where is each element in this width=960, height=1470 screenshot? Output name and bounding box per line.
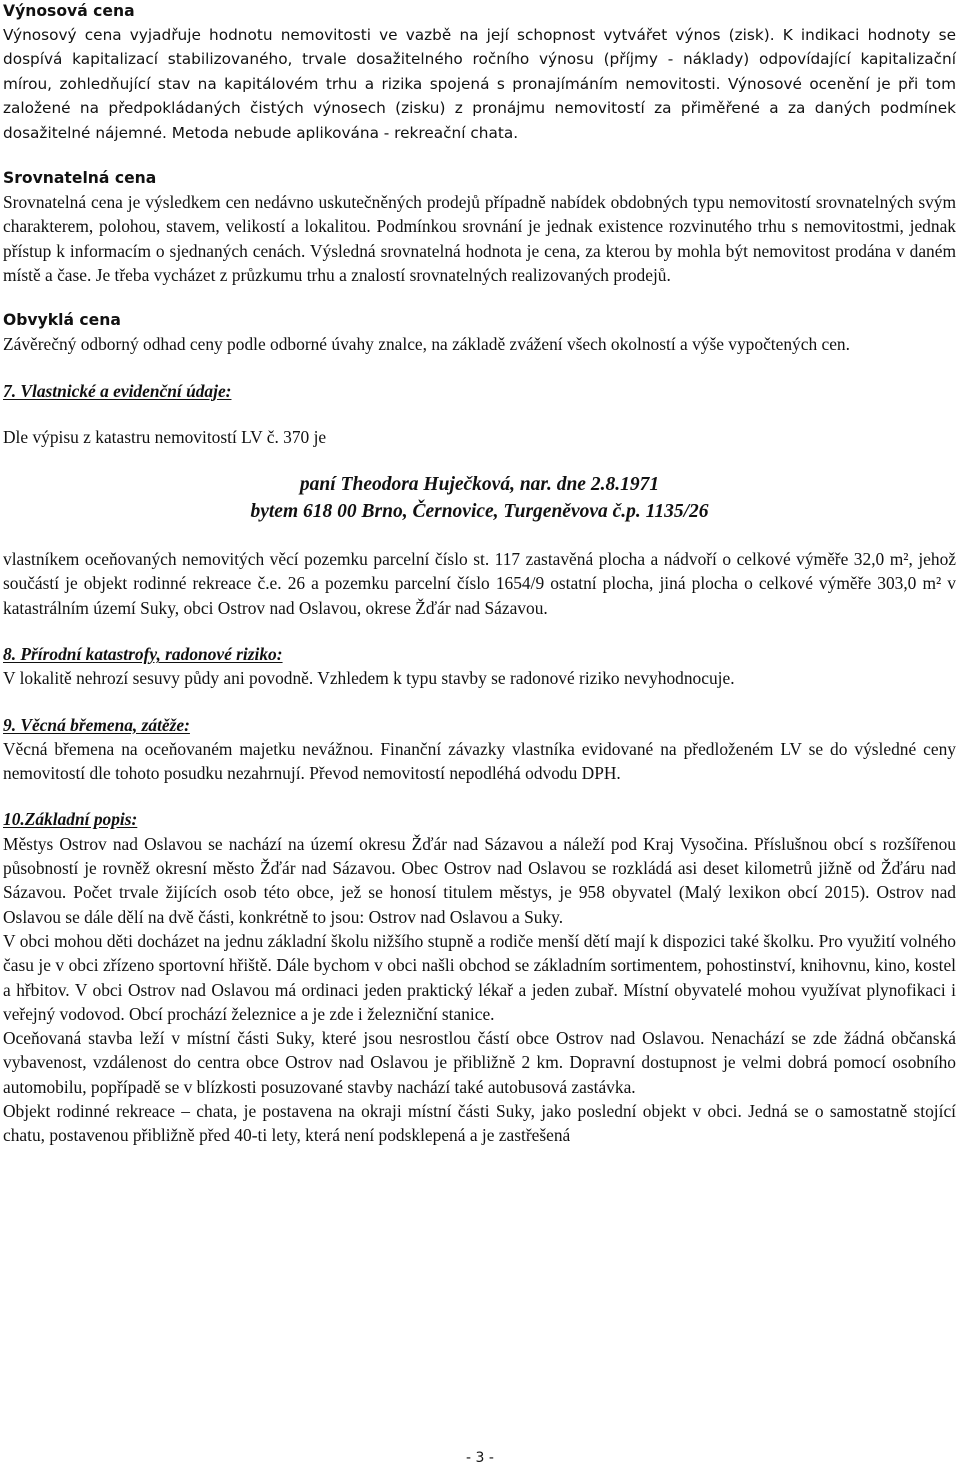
section-heading: Výnosová cena [3, 2, 135, 20]
owner-address: bytem 618 00 Brno, Černovice, Turgeněvova č.p. 1135/26 [250, 501, 709, 523]
paragraph: V obci mohou děti docházet na jednu základní školu nižšího stupně a rodiče menší dětí mají k dispozici také školku. Pro využití volného času je v obci zřízeno sportovní hřiště. Dále bychom v obci našli obchod se základním sortimentem, pohostinství, knihovnu, kino, kostel a hřbitov. V obci Ostrov nad Oslavou má ordinaci jeden praktický lékař a jeden zubař. Místní obyvatelé mohou využívat plynofikaci i veřejný vodovod. Obcí prochází železnice a je zde i železniční stanice. [3, 930, 956, 1024]
page-number: - 3 - [466, 1450, 494, 1466]
section-heading: 7. Vlastnické a evidenční údaje: [3, 380, 232, 401]
owner-name: paní Theodora Huječková, nar. dne 2.8.1971 [299, 474, 660, 496]
paragraph: V lokalitě nehrozí sesuvy půdy ani povodně. Vzhledem k typu stavby se radonové riziko nevyhodnocuje. [3, 668, 735, 689]
paragraph: Oceňovaná stavba leží v místní části Suky, které jsou nesrostlou částí obce Ostrov nad Oslavou. Nenachází se zde žádná občanská vybavenost, vzdálenost do centra obce Ostrov nad Oslavou je přibližně 2 km. Dopravní dostupnost je velmi dobrá pomocí osobního automobilu, popřípadě se v blízkosti posuzované stavby nachází také autobusová zastávka. [3, 1028, 956, 1097]
section-heading: 8. Přírodní katastrofy, radonové riziko: [3, 644, 283, 664]
section-heading: 10.Základní popis: [3, 809, 138, 830]
section-heading: Obvyklá cena [3, 311, 121, 330]
paragraph: Městys Ostrov nad Oslavou se nachází na území okresu Žďár nad Sázavou a náleží pod Kraj Vysočina. Příslušnou obcí s rozšířenou působností je rovněž okresní město Žďár nad Sázavou. Obec Ostrov nad Oslavou se rozkládá asi deset kilometrů jižně od Žďáru nad Sázavou. Počet trvale žijících osob této obce, jež se honosí titulem městys, je 958 obyvatel (Malý lexikon obcí 2015). Ostrov nad Oslavou se dále dělí na dvě části, konkrétně to jsou: Ostrov nad Oslavou a Suky. [3, 833, 956, 927]
section-heading: 9. Věcná břemena, zátěže: [3, 714, 190, 735]
paragraph: Srovnatelná cena je výsledkem cen nedávno uskutečněných prodejů případně nabídek obdobných typu nemovitostí srovnatelných svým charakterem, polohou, stavem, velikostí a lokalitou. Podmínkou srovnání je jednak existence rozvinutého trhu s nemovitostmi, jednak přístup k informacím o sjednaných cenách. Výsledná srovnatelná hodnota je cena, za kterou by mohla být nemovitost prodána v daném místě a čase. Je třeba vycházet z průzkumu trhu a znalostí srovnatelných realizovaných prodejů. [3, 192, 956, 285]
section-heading: Srovnatelná cena [3, 169, 157, 188]
paragraph: Věcná břemena na oceňovaném majetku nevážnou. Finanční závazky vlastníka evidované na předloženém LV se do výsledné ceny nemovitostí dle tohoto posudku nezahrnují. Převod nemovitostí nepodléhá odvodu DPH. [3, 738, 956, 784]
paragraph: vlastníkem oceňovaných nemovitých věcí pozemku parcelní číslo st. 117 zastavěná plocha a nádvoří o celkové výměře 32,0 m², jehož součástí je objekt rodinné rekreace č.e. 26 a pozemku parcelní číslo 1654/9 ostatní plocha, jiná plocha o celkové výměře 303,0 m² v katastrálním území Suky, obci Ostrov nad Oslavou, okrese Žďár nad Sázavou. [3, 549, 956, 618]
paragraph: Závěrečný odborný odhad ceny podle odborné úvahy znalce, na základě zvážení všech okolností a výše vypočtených cen. [3, 334, 850, 355]
paragraph: Dle výpisu z katastru nemovitostí LV č. 370 je [3, 426, 327, 447]
paragraph: Objekt rodinné rekreace – chata, je postavena na okraji místní části Suky, jako poslední objekt v obci. Jedná se o samostatně stojící chatu, postavenou přibližně před 40-ti lety, která není podsklepená a je zastřešená [3, 1101, 956, 1146]
paragraph: Výnosový cena vyjadřuje hodnotu nemovitosti ve vazbě na její schopnost vytvářet výnos (zisk). K indikaci hodnoty se dospívá kapitalizací stabilizovaného, trvale dosažitelného ročního výnosu (příjmy - náklady) odpovídající kapitalizační mírou, zohledňující stav na kapitálovém trhu a rizika spojená s pronajímáním nemovitosti. Výnosové ocenění je při tom založené na předpokládaných čistých výnosech (zisku) z pronájmu nemovitostí za přiměřené a za daných podmínek dosažitelné nájemné. Metoda nebude aplikována - rekreační chata. [3, 26, 956, 142]
document-page [3, 0, 956, 1148]
